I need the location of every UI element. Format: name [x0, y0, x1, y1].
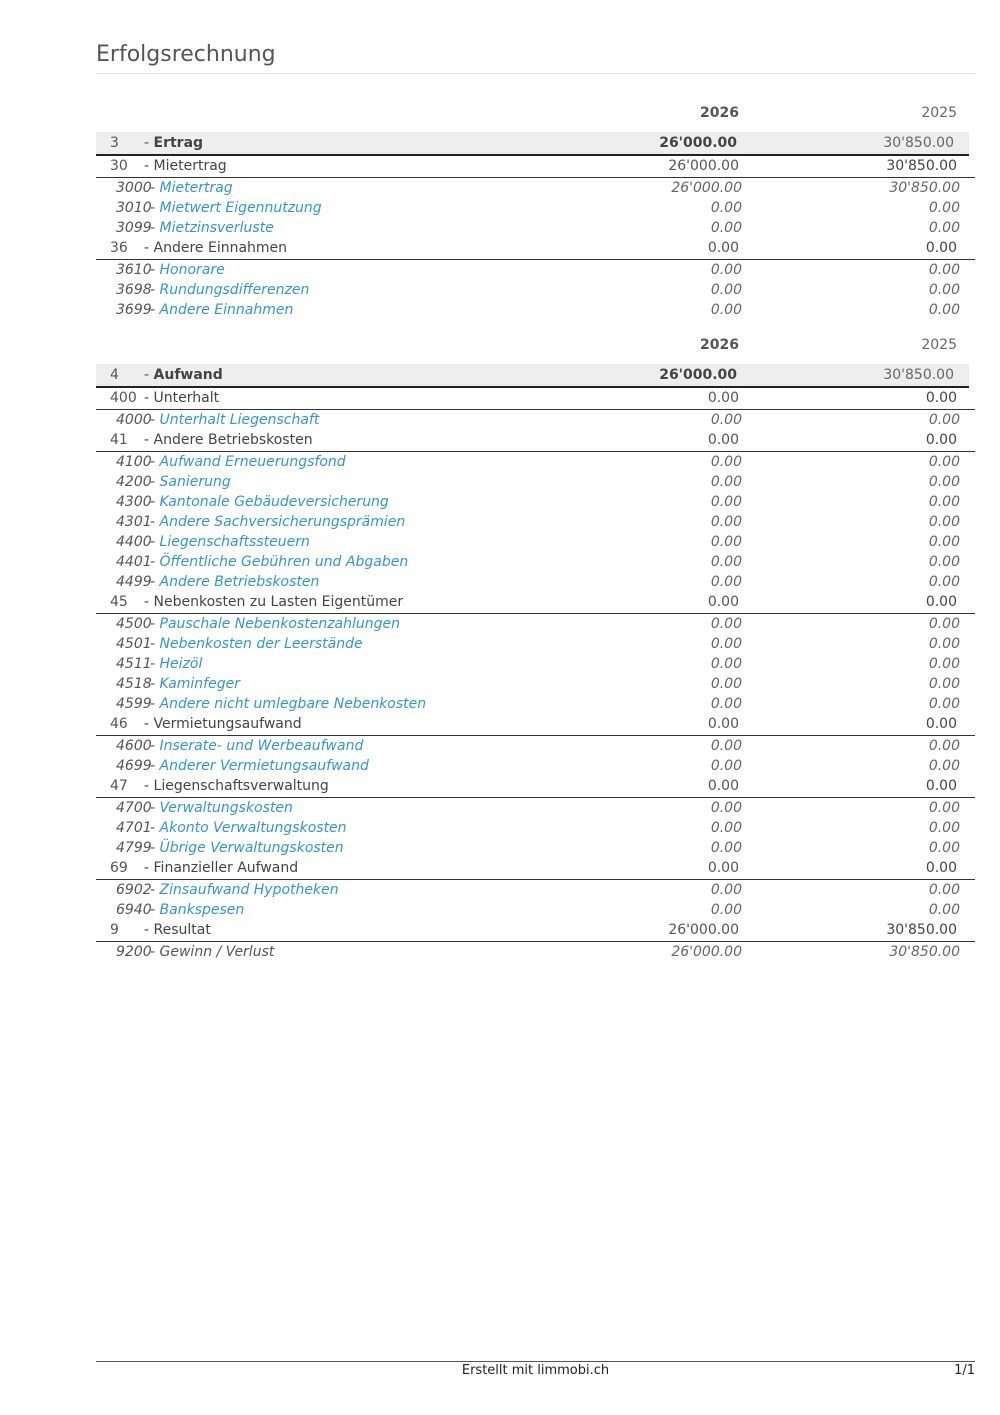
account-link[interactable]: Honorare [159, 262, 225, 278]
group-code: 47 [110, 778, 128, 794]
account-link[interactable]: Unterhalt Liegenschaft [159, 412, 320, 428]
account-link[interactable]: Andere nicht umlegbare Nebenkosten [159, 696, 427, 712]
account-label: - Rundungsdifferenzen [150, 282, 310, 298]
account-value-previous: 30'850.00 [889, 944, 960, 960]
section-label-text: Aufwand [153, 367, 223, 383]
account-label: - Kantonale Gebäudeversicherung [150, 494, 389, 510]
account-value-previous: 0.00 [928, 554, 960, 570]
group-value-current: 26'000.00 [668, 922, 739, 938]
account-code: 3698 [116, 282, 152, 298]
group-label-text: Liegenschaftsverwaltung [153, 778, 329, 794]
account-link[interactable]: Pauschale Nebenkostenzahlungen [159, 616, 401, 632]
section-value-current: 26'000.00 [659, 135, 737, 151]
account-value-current: 26'000.00 [671, 944, 742, 960]
group-value-previous: 0.00 [925, 778, 957, 794]
account-value-previous: 0.00 [928, 220, 960, 236]
account-code: 6940 [116, 902, 152, 918]
account-value-current: 0.00 [710, 554, 742, 570]
account-value-previous: 0.00 [928, 534, 960, 550]
section-label: - Aufwand [144, 367, 223, 383]
group-label-text: Nebenkosten zu Lasten Eigentümer [153, 594, 404, 610]
section-value-previous: 30'850.00 [883, 367, 954, 383]
year-current: 2026 [700, 337, 739, 353]
group-label: - Liegenschaftsverwaltung [144, 778, 329, 794]
account-value-current: 0.00 [710, 616, 742, 632]
group-value-previous: 0.00 [925, 594, 957, 610]
account-value-previous: 30'850.00 [889, 180, 960, 196]
account-value-current: 0.00 [710, 758, 742, 774]
account-link[interactable]: Übrige Verwaltungskosten [159, 840, 344, 856]
account-link[interactable]: Andere Sachversicherungsprämien [159, 514, 406, 530]
account-link[interactable]: Rundungsdifferenzen [159, 282, 310, 298]
account-link[interactable]: Mietzinsverluste [159, 220, 274, 236]
account-label-text: Gewinn / Verlust [159, 944, 275, 960]
year-previous: 2025 [921, 105, 957, 121]
account-value-current: 0.00 [710, 840, 742, 856]
account-code: 3699 [116, 302, 152, 318]
account-label: - Sanierung [150, 474, 231, 490]
account-link[interactable]: Zinsaufwand Hypotheken [159, 882, 339, 898]
account-value-previous: 0.00 [928, 474, 960, 490]
account-label: - Mietzinsverluste [150, 220, 274, 236]
account-code: 4518 [116, 676, 152, 692]
created-with-text: Erstellt mit limmobi.ch [461, 1363, 610, 1378]
account-value-current: 0.00 [710, 902, 742, 918]
group-label-text: Finanzieller Aufwand [153, 860, 299, 876]
account-label: - Mietertrag [150, 180, 233, 196]
account-label: - Liegenschaftssteuern [150, 534, 310, 550]
account-code: 4200 [116, 474, 152, 490]
group-label: - Nebenkosten zu Lasten Eigentümer [144, 594, 404, 610]
group-label: - Andere Betriebskosten [144, 432, 313, 448]
account-value-current: 0.00 [710, 302, 742, 318]
account-row [96, 654, 975, 674]
account-value-current: 0.00 [710, 412, 742, 428]
section-spacer [96, 320, 975, 332]
account-label: - Pauschale Nebenkostenzahlungen [150, 616, 401, 632]
account-value-previous: 0.00 [928, 302, 960, 318]
account-label: - Andere Sachversicherungsprämien [150, 514, 406, 530]
account-value-current: 0.00 [710, 636, 742, 652]
group-row [96, 714, 975, 736]
account-value-previous: 0.00 [928, 882, 960, 898]
section-label: - Ertrag [144, 135, 204, 151]
account-code: 4401 [116, 554, 152, 570]
account-value-previous: 0.00 [928, 514, 960, 530]
account-link[interactable]: Bankspesen [159, 902, 245, 918]
account-code: 4400 [116, 534, 152, 550]
page-number: 1/1 [954, 1363, 975, 1378]
account-link[interactable]: Inserate- und Werbeaufwand [159, 738, 364, 754]
account-label: - Verwaltungskosten [150, 800, 293, 816]
account-value-current: 0.00 [710, 282, 742, 298]
account-link[interactable]: Nebenkosten der Leerstände [159, 636, 363, 652]
group-row [96, 430, 975, 452]
account-label: - Unterhalt Liegenschaft [150, 412, 320, 428]
account-value-current: 0.00 [710, 262, 742, 278]
account-row [96, 260, 975, 280]
account-row [96, 280, 975, 300]
account-row [96, 818, 975, 838]
account-value-current: 0.00 [710, 800, 742, 816]
group-row [96, 238, 975, 260]
account-link[interactable]: Heizöl [159, 656, 203, 672]
account-code: 4600 [116, 738, 152, 754]
account-value-previous: 0.00 [928, 820, 960, 836]
group-value-current: 0.00 [707, 240, 739, 256]
account-label: - Bankspesen [150, 902, 245, 918]
account-label: - Inserate- und Werbeaufwand [150, 738, 364, 754]
account-label: - Akonto Verwaltungskosten [150, 820, 347, 836]
account-label: - Aufwand Erneuerungsfond [150, 454, 346, 470]
account-value-previous: 0.00 [928, 200, 960, 216]
account-link[interactable]: Kantonale Gebäudeversicherung [159, 494, 389, 510]
group-label-text: Mietertrag [153, 158, 227, 174]
account-value-current: 0.00 [710, 574, 742, 590]
group-code: 69 [110, 860, 128, 876]
account-value-previous: 0.00 [928, 902, 960, 918]
account-row [96, 472, 975, 492]
section-row [96, 132, 969, 156]
account-label: - Kaminfeger [150, 676, 240, 692]
account-code: 4700 [116, 800, 152, 816]
account-row [96, 880, 975, 900]
group-value-previous: 0.00 [925, 860, 957, 876]
group-value-previous: 0.00 [925, 240, 957, 256]
account-code: 3610 [116, 262, 152, 278]
group-value-previous: 0.00 [925, 390, 957, 406]
group-code: 9 [110, 922, 119, 938]
group-value-current: 0.00 [707, 716, 739, 732]
account-code: 4699 [116, 758, 152, 774]
group-label-text: Andere Einnahmen [153, 240, 288, 256]
account-label: - Heizöl [150, 656, 203, 672]
account-value-current: 0.00 [710, 738, 742, 754]
group-row [96, 858, 975, 880]
account-value-current: 0.00 [710, 820, 742, 836]
account-link[interactable]: Mietwert Eigennutzung [159, 200, 322, 216]
account-row [96, 552, 975, 572]
account-value-previous: 0.00 [928, 282, 960, 298]
section-value-previous: 30'850.00 [883, 135, 954, 151]
group-value-current: 0.00 [707, 432, 739, 448]
group-label: - Andere Einnahmen [144, 240, 288, 256]
account-code: 4799 [116, 840, 152, 856]
account-value-current: 0.00 [710, 200, 742, 216]
account-label: - Andere Einnahmen [150, 302, 294, 318]
group-row [96, 388, 975, 410]
account-link[interactable]: Liegenschaftssteuern [159, 534, 310, 550]
account-row [96, 218, 975, 238]
group-value-current: 26'000.00 [668, 158, 739, 174]
account-row [96, 736, 975, 756]
account-value-current: 0.00 [710, 676, 742, 692]
account-label: - Übrige Verwaltungskosten [150, 840, 344, 856]
group-label: - Mietertrag [144, 158, 227, 174]
section-value-current: 26'000.00 [659, 367, 737, 383]
account-label: - Andere Betriebskosten [150, 574, 320, 590]
title-divider [96, 73, 975, 74]
account-row [96, 452, 975, 472]
account-link[interactable]: Andere Betriebskosten [159, 574, 320, 590]
group-code: 41 [110, 432, 128, 448]
section-label-text: Ertrag [153, 135, 204, 151]
account-label: - Nebenkosten der Leerstände [150, 636, 363, 652]
account-row [96, 634, 975, 654]
account-code: 3010 [116, 200, 152, 216]
account-code: 4599 [116, 696, 152, 712]
account-link[interactable]: Akonto Verwaltungskosten [159, 820, 347, 836]
page-title: Erfolgsrechnung [96, 42, 276, 67]
group-label-text: Resultat [153, 922, 211, 938]
account-link[interactable]: Sanierung [159, 474, 231, 490]
account-value-previous: 0.00 [928, 262, 960, 278]
account-value-current: 0.00 [710, 882, 742, 898]
year-previous: 2025 [921, 337, 957, 353]
year-header-row [96, 100, 975, 126]
group-label: - Resultat [144, 922, 211, 938]
account-value-previous: 0.00 [928, 494, 960, 510]
group-code: 36 [110, 240, 128, 256]
account-value-previous: 0.00 [928, 696, 960, 712]
group-row [96, 592, 975, 614]
account-code: 3000 [116, 180, 152, 196]
group-value-current: 0.00 [707, 594, 739, 610]
account-label: - Mietwert Eigennutzung [150, 200, 322, 216]
account-value-previous: 0.00 [928, 800, 960, 816]
account-code: 4100 [116, 454, 152, 470]
account-label: - Öffentliche Gebühren und Abgaben [150, 554, 409, 570]
account-row [96, 178, 975, 198]
account-value-current: 0.00 [710, 494, 742, 510]
account-row [96, 674, 975, 694]
group-value-previous: 30'850.00 [886, 922, 957, 938]
account-value-current: 0.00 [710, 514, 742, 530]
account-label: - Honorare [150, 262, 225, 278]
account-value-previous: 0.00 [928, 840, 960, 856]
account-value-previous: 0.00 [928, 758, 960, 774]
account-link[interactable]: Andere Einnahmen [159, 302, 294, 318]
group-label: - Vermietungsaufwand [144, 716, 302, 732]
account-label: - Gewinn / Verlust [150, 944, 275, 960]
account-link[interactable]: Verwaltungskosten [159, 800, 293, 816]
account-value-previous: 0.00 [928, 676, 960, 692]
account-row [96, 198, 975, 218]
account-row [96, 532, 975, 552]
account-row [96, 572, 975, 592]
account-value-current: 26'000.00 [671, 180, 742, 196]
account-row [96, 798, 975, 818]
group-code: 46 [110, 716, 128, 732]
section-code: 4 [110, 367, 119, 383]
account-code: 4000 [116, 412, 152, 428]
group-code: 30 [110, 158, 128, 174]
year-current: 2026 [700, 105, 739, 121]
account-label: - Anderer Vermietungsaufwand [150, 758, 369, 774]
account-code: 4499 [116, 574, 152, 590]
account-link[interactable]: Kaminfeger [159, 676, 240, 692]
account-row [96, 512, 975, 532]
account-row [96, 492, 975, 512]
account-row [96, 900, 975, 920]
account-link[interactable]: Mietertrag [159, 180, 233, 196]
account-value-current: 0.00 [710, 220, 742, 236]
account-value-previous: 0.00 [928, 412, 960, 428]
group-value-previous: 30'850.00 [886, 158, 957, 174]
account-code: 4701 [116, 820, 152, 836]
account-label: - Zinsaufwand Hypotheken [150, 882, 339, 898]
account-link[interactable]: Anderer Vermietungsaufwand [159, 758, 369, 774]
account-code: 4501 [116, 636, 152, 652]
account-row [96, 942, 975, 962]
account-value-current: 0.00 [710, 534, 742, 550]
group-row [96, 776, 975, 798]
account-value-previous: 0.00 [928, 656, 960, 672]
group-value-previous: 0.00 [925, 716, 957, 732]
group-value-current: 0.00 [707, 860, 739, 876]
account-row [96, 694, 975, 714]
account-code: 3099 [116, 220, 152, 236]
income-statement-table [96, 100, 975, 962]
account-value-previous: 0.00 [928, 636, 960, 652]
group-label: - Unterhalt [144, 390, 220, 406]
group-value-current: 0.00 [707, 390, 739, 406]
account-value-current: 0.00 [710, 696, 742, 712]
section-code: 3 [110, 135, 119, 151]
group-value-current: 0.00 [707, 778, 739, 794]
group-row [96, 156, 975, 178]
account-row [96, 410, 975, 430]
account-row [96, 300, 975, 320]
group-code: 45 [110, 594, 128, 610]
account-value-previous: 0.00 [928, 738, 960, 754]
account-value-current: 0.00 [710, 474, 742, 490]
account-value-previous: 0.00 [928, 616, 960, 632]
group-label-text: Unterhalt [153, 390, 220, 406]
account-row [96, 614, 975, 634]
account-link[interactable]: Öffentliche Gebühren und Abgaben [159, 554, 409, 570]
group-code: 400 [110, 390, 137, 406]
page-footer [96, 1362, 975, 1380]
account-value-previous: 0.00 [928, 574, 960, 590]
account-row [96, 838, 975, 858]
account-code: 4300 [116, 494, 152, 510]
account-link[interactable]: Aufwand Erneuerungsfond [159, 454, 346, 470]
group-value-previous: 0.00 [925, 432, 957, 448]
group-label: - Finanzieller Aufwand [144, 860, 299, 876]
account-label: - Andere nicht umlegbare Nebenkosten [150, 696, 427, 712]
account-row [96, 756, 975, 776]
section-row [96, 364, 969, 388]
account-value-current: 0.00 [710, 454, 742, 470]
account-code: 4301 [116, 514, 152, 530]
account-code: 4500 [116, 616, 152, 632]
group-label-text: Andere Betriebskosten [153, 432, 313, 448]
group-label-text: Vermietungsaufwand [153, 716, 302, 732]
account-value-current: 0.00 [710, 656, 742, 672]
account-code: 6902 [116, 882, 152, 898]
account-value-previous: 0.00 [928, 454, 960, 470]
group-row [96, 920, 975, 942]
account-code: 4511 [116, 656, 152, 672]
account-code: 9200 [116, 944, 152, 960]
year-header-row [96, 332, 975, 358]
